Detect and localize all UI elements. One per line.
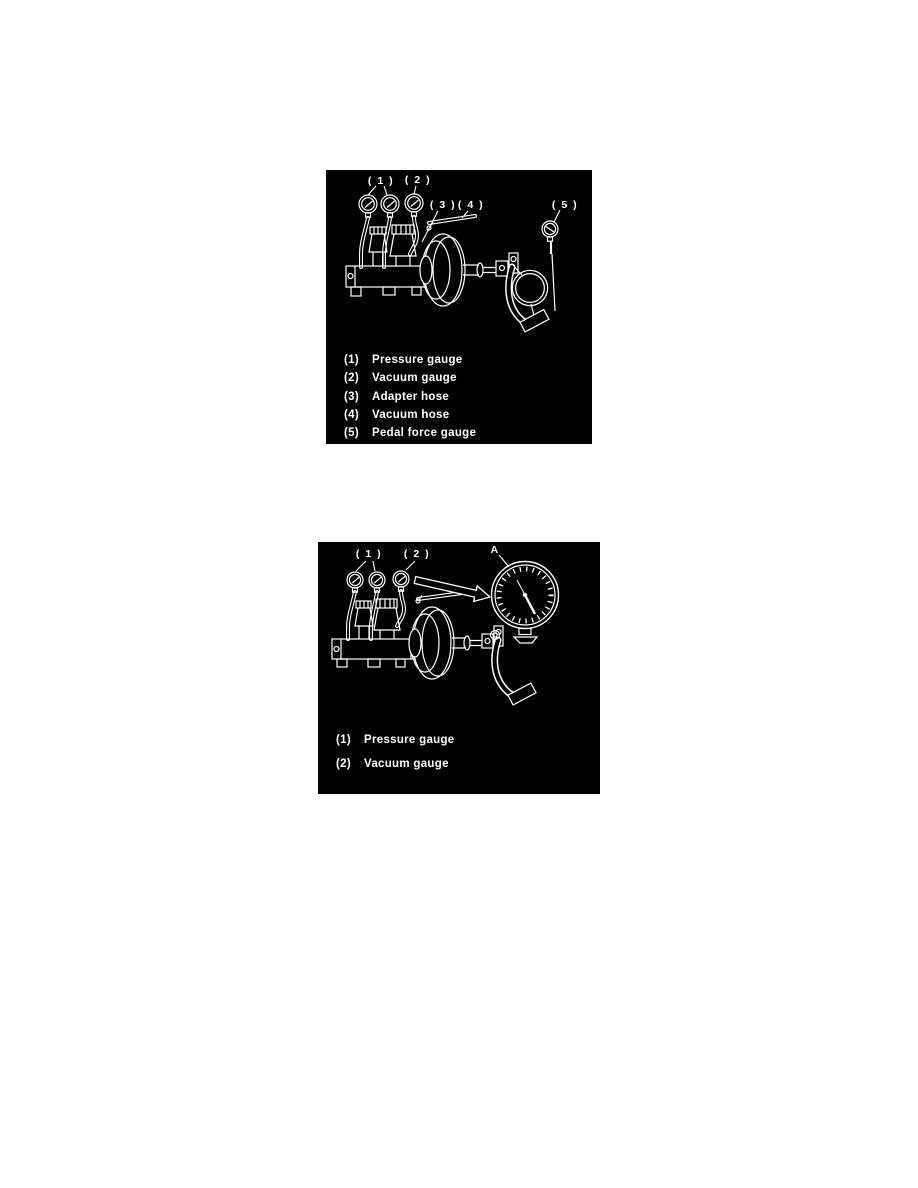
pedal-pad-drawing [520,310,549,332]
legend-item-label: Vacuum gauge [364,758,449,770]
legend-item-number: (2) [344,372,359,385]
callout-1-label: ( 1 ) [367,175,395,187]
figure-booster-test-setup [326,170,592,444]
legend-item [318,752,600,776]
figure-booster-test-gauge-detail [318,542,600,794]
pedal-pad-drawing [508,683,536,705]
figure2-legend [318,728,600,776]
legend-item [326,424,592,442]
callout-5-label: ( 5 ) [551,199,579,211]
callout-a-label: A [490,544,500,556]
brake-pedal-drawing [495,640,522,695]
legend-item [326,406,592,424]
callout-2-label: ( 2 ) [403,548,431,560]
brake-booster-drawing [409,595,454,679]
legend-item-label: Vacuum gauge [372,372,457,385]
master-cylinder-drawing [332,599,422,667]
legend-item-number: (5) [344,427,359,440]
legend-item-label: Pressure gauge [372,354,463,367]
pressure-gauge-icon [369,572,385,592]
callout-3-label: ( 3 ) [429,199,457,211]
legend-item [318,728,600,752]
legend-item-number: (4) [344,409,359,422]
figure1-legend [326,351,592,442]
legend-item [326,369,592,387]
legend-item-label: Vacuum hose [372,409,450,422]
legend-item-label: Adapter hose [372,390,450,403]
pressure-gauge-icon [347,572,363,592]
pressure-gauge-icon [381,195,399,217]
legend-item-label: Pressure gauge [364,734,455,746]
vacuum-gauge-icon [405,194,423,216]
legend-item-number: (3) [344,390,359,403]
pressure-gauge-icon [359,195,377,217]
legend-item-label: Pedal force gauge [372,427,477,440]
brake-booster-drawing [420,222,465,306]
callout-2-label: ( 2 ) [404,174,432,186]
legend-item-number: (1) [344,354,359,367]
legend-item [326,351,592,369]
legend-item-number: (1) [336,734,351,746]
callout-1-label: ( 1 ) [355,548,383,560]
callout-4-label: ( 4 ) [457,199,485,211]
vacuum-gauge-icon [393,571,409,591]
legend-item [326,388,592,406]
legend-item-number: (2) [336,758,351,770]
